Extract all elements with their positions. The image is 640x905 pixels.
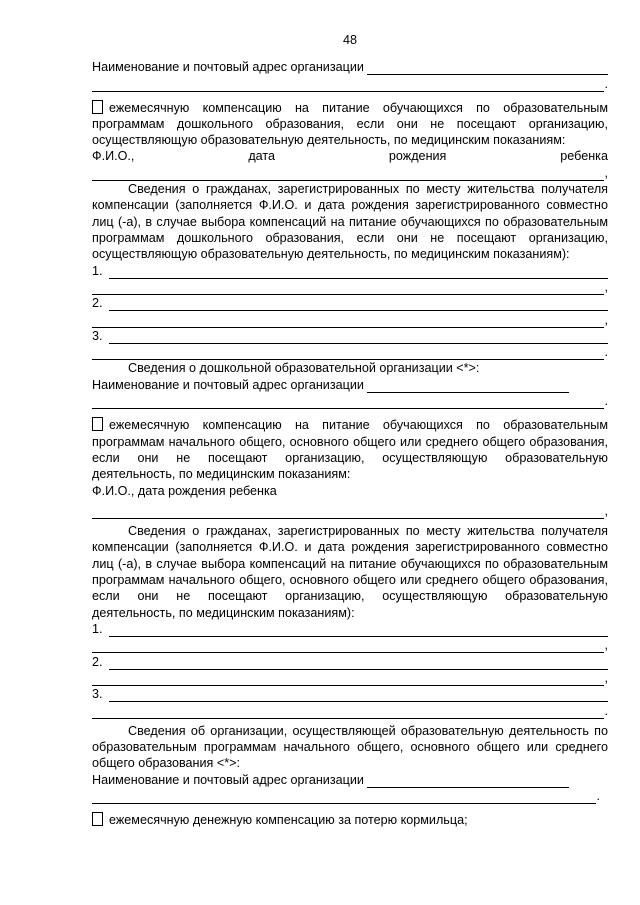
list-number: 3. bbox=[92, 329, 103, 344]
line-end-punct: , bbox=[604, 280, 608, 295]
child-fio-line-2 bbox=[92, 503, 608, 519]
line-end-punct: . bbox=[604, 345, 608, 360]
checkbox-option-preschool[interactable] bbox=[92, 100, 103, 114]
info-citizens-paragraph-2: Сведения о гражданах, зарегистрированных по месту жительства получателя компенсации (заполняется Ф.И.О. и дата рождения зарегистрированного совместно лиц (-а), в случае выбора компенсаций на питание обучающихся по образовательным программам начального общего, основного общего или среднего общего образования, если они не посещают организацию, осуществляющую образовательную деятельность, по медицинским показаниям): bbox=[92, 524, 608, 620]
citizen-field-continued[interactable] bbox=[92, 640, 604, 653]
citizen-line-2 bbox=[92, 295, 608, 311]
citizen-field-continued[interactable] bbox=[92, 282, 604, 295]
line-end-punct: , bbox=[604, 670, 608, 685]
org-address-field-continued[interactable] bbox=[92, 791, 596, 804]
line-end-punct: . bbox=[604, 76, 608, 91]
citizen-field[interactable] bbox=[109, 624, 608, 637]
org-address-field[interactable] bbox=[367, 62, 608, 75]
citizen-line-3 bbox=[92, 328, 608, 344]
org-address-field-continued[interactable] bbox=[92, 79, 604, 92]
citizen-field[interactable] bbox=[109, 657, 608, 670]
option-text: ежемесячную компенсацию на питание обучающихся по образовательным программам дошкольного образования, если они не посещают организацию, осуществляющую образовательную деятельность, по медицинским показаниям: bbox=[92, 100, 608, 148]
org-address-label: Наименование и почтовый адрес организации bbox=[92, 772, 364, 787]
citizen-field[interactable] bbox=[109, 331, 608, 344]
child-fio-label-2 bbox=[92, 482, 608, 498]
child-fio-field[interactable] bbox=[92, 168, 604, 181]
line-end-punct: , bbox=[604, 638, 608, 653]
line-end-punct: . bbox=[604, 394, 608, 409]
citizen-field-continued[interactable] bbox=[92, 706, 604, 719]
org-address-continuation-3 bbox=[92, 788, 608, 804]
page-number: 48 bbox=[342, 33, 357, 47]
fio-word: рождения bbox=[388, 149, 447, 164]
citizen-line-3-continued bbox=[92, 702, 608, 718]
org-address-continuation-2 bbox=[92, 393, 608, 409]
citizen-line-2 bbox=[92, 653, 608, 669]
citizen-field-continued[interactable] bbox=[92, 673, 604, 686]
org-address-line-3 bbox=[92, 771, 608, 787]
line-end-punct: . bbox=[604, 703, 608, 718]
org-address-field-continued[interactable] bbox=[92, 396, 604, 409]
citizen-line-2-continued bbox=[92, 670, 608, 686]
citizen-field[interactable] bbox=[109, 298, 608, 311]
citizen-field[interactable] bbox=[109, 266, 608, 279]
document-page bbox=[92, 31, 608, 828]
org-address-field[interactable] bbox=[367, 775, 569, 788]
child-fio-field[interactable] bbox=[92, 506, 604, 519]
fio-word: Ф.И.О., bbox=[92, 149, 135, 164]
child-fio-label: Ф.И.О., дата рождения ребенка bbox=[92, 483, 277, 498]
citizen-line-3 bbox=[92, 686, 608, 702]
info-school-heading: Сведения об организации, осуществляющей образовательную деятельность по образовательным программам начального общего, основного общего или среднего общего образования <*>: bbox=[92, 723, 608, 771]
list-number: 1. bbox=[92, 263, 103, 278]
fio-word: ребенка bbox=[560, 149, 608, 164]
list-number: 1. bbox=[92, 622, 103, 637]
checkbox-option-survivor[interactable] bbox=[92, 812, 103, 826]
list-number: 2. bbox=[92, 296, 103, 311]
option-text: ежемесячную компенсацию на питание обучающихся по образовательным программам начального общего, основного общего или среднего общего образования, если они не посещают организацию, осуществляющую образовательную деятельность, по медицинским показаниям: bbox=[92, 418, 608, 482]
citizen-field-continued[interactable] bbox=[92, 315, 604, 328]
info-preschool-heading: Сведения о дошкольной образовательной организации <*>: bbox=[128, 361, 480, 376]
org-address-label: Наименование и почтовый адрес организации bbox=[92, 60, 364, 75]
list-number: 3. bbox=[92, 687, 103, 702]
citizen-line-1 bbox=[92, 621, 608, 637]
list-number: 2. bbox=[92, 654, 103, 669]
option-preschool-meals bbox=[92, 100, 608, 149]
org-address-line-1 bbox=[92, 59, 608, 75]
line-end-punct: , bbox=[604, 504, 608, 519]
fio-word: дата bbox=[248, 149, 276, 164]
child-fio-label-1 bbox=[92, 148, 608, 164]
org-address-label: Наименование и почтовый адрес организации bbox=[92, 377, 364, 392]
line-end-punct: , bbox=[604, 312, 608, 327]
org-address-field[interactable] bbox=[367, 380, 569, 393]
checkbox-option-school[interactable] bbox=[92, 417, 103, 431]
citizen-line-2-continued bbox=[92, 311, 608, 327]
citizen-field-continued[interactable] bbox=[92, 347, 604, 360]
citizen-line-1-continued bbox=[92, 279, 608, 295]
option-survivor-compensation bbox=[92, 812, 608, 828]
citizen-field[interactable] bbox=[109, 689, 608, 702]
child-fio-line-1 bbox=[92, 165, 608, 181]
org-address-continuation-1 bbox=[92, 75, 608, 91]
option-school-meals bbox=[92, 417, 608, 482]
citizen-line-1 bbox=[92, 263, 608, 279]
line-end-punct: , bbox=[604, 166, 608, 181]
citizen-line-1-continued bbox=[92, 637, 608, 653]
org-address-line-2 bbox=[92, 377, 608, 393]
citizen-line-3-continued bbox=[92, 344, 608, 360]
info-citizens-paragraph-1: Сведения о гражданах, зарегистрированных по месту жительства получателя компенсации (заполняется Ф.И.О. и дата рождения зарегистрированного совместно лиц (-а), в случае выбора компенсаций на питание обучающихся по образовательным программам дошкольного образования, если они не посещают организацию, осуществляющую образовательную деятельность, по медицинским показаниям): bbox=[92, 182, 608, 262]
option-text: ежемесячную денежную компенсацию за потерю кормильца; bbox=[109, 813, 468, 828]
line-end-punct: . bbox=[596, 789, 600, 804]
